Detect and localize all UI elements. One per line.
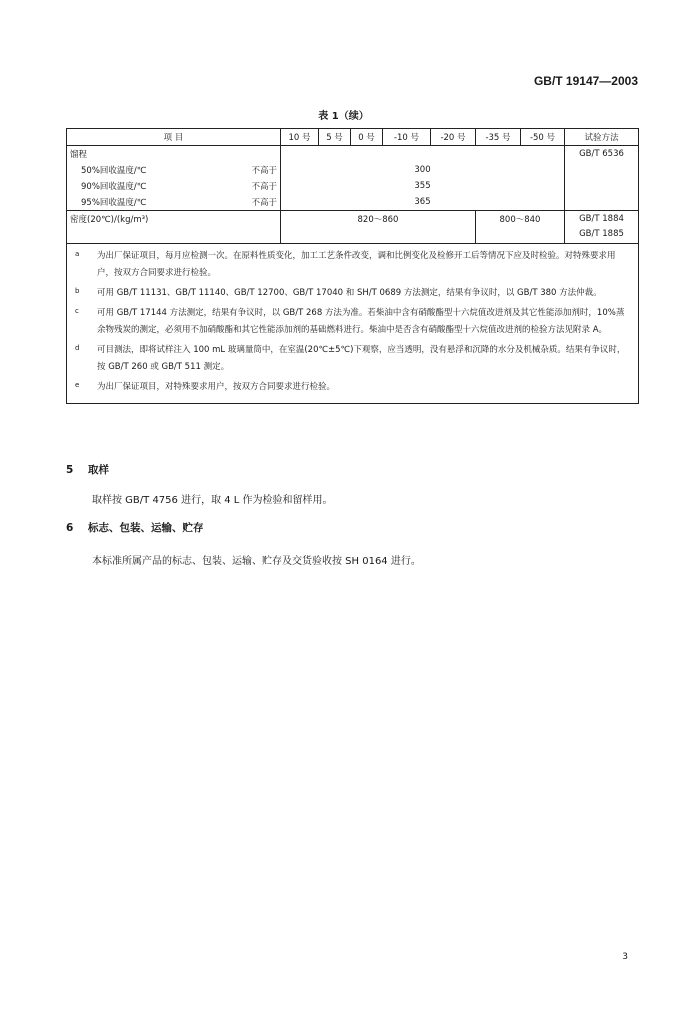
section-title: 标志、包装、运输、贮存 <box>88 522 204 534</box>
table-row <box>67 178 639 194</box>
note-text: 为出厂保证项目，每月应检测一次。在原料性质变化，加工工艺条件改变，调和比例变化及检修开工后等情况下应及时检验。对特殊要求用户，按双方合同要求进行检验。 <box>97 251 616 278</box>
header-grade-minus-35: -35 号 <box>476 129 521 146</box>
header-grade-minus-20: -20 号 <box>431 129 476 146</box>
header-grade-0: 0 号 <box>351 129 383 146</box>
note-text: 可用 GB/T 17144 方法测定，结果有争议时，以 GB/T 268 方法为准。若柴油中含有硝酸酯型十六烷值改进剂及其它性能添加剂时，10%蒸余物残炭的测定，必须用不加硝酸酯和其它性能添加剂的基础燃料进行。柴油中是否含有硝酸酯型十六烷值改进剂的检验方法见附录 A。 <box>97 308 625 335</box>
distillation-50-limit: 不高于 <box>251 166 277 176</box>
spec-table <box>66 128 639 404</box>
standard-number: GB/T 19147—2003 <box>533 74 638 88</box>
header-method: 试验方法 <box>565 129 639 146</box>
distillation-50-value: 300 <box>281 162 565 178</box>
density-label: 密度(20℃)/(kg/m³) <box>67 211 281 244</box>
distillation-50-label: 50%回收温度/℃ <box>81 166 147 176</box>
note-marker: b <box>75 287 80 295</box>
table-note <box>75 285 632 302</box>
distillation-90-label: 90%回收温度/℃ <box>81 182 147 192</box>
table-row <box>67 194 639 211</box>
note-marker: c <box>75 307 79 315</box>
density-method-1: GB/T 1884 <box>579 214 624 224</box>
header-item: 项 目 <box>67 129 281 146</box>
section-body: 本标准所属产品的标志、包装、运输、贮存及交货验收按 SH 0164 进行。 <box>92 556 421 567</box>
header-grade-minus-50: -50 号 <box>521 129 565 146</box>
note-text: 为出厂保证项目，对特殊要求用户，按双方合同要求进行检验。 <box>97 382 336 392</box>
section-heading <box>66 520 204 535</box>
distillation-label: 馏程 <box>67 146 281 163</box>
table-row <box>67 211 639 244</box>
table-caption: 表 1（续） <box>318 111 369 122</box>
distillation-90-value: 355 <box>281 178 565 194</box>
table-note <box>75 248 632 282</box>
table-note <box>75 342 632 376</box>
table-note <box>75 305 632 339</box>
distillation-95-limit: 不高于 <box>251 198 277 208</box>
note-marker: d <box>75 344 80 352</box>
section-body: 取样按 GB/T 4756 进行，取 4 L 作为检验和留样用。 <box>92 495 333 506</box>
distillation-90-limit: 不高于 <box>251 182 277 192</box>
table-header-row <box>67 129 639 146</box>
header-grade-minus-10: -10 号 <box>383 129 431 146</box>
section-number: 6 <box>66 522 74 534</box>
section-number: 5 <box>66 464 74 476</box>
section-title: 取样 <box>88 464 109 476</box>
header-grade-5: 5 号 <box>319 129 351 146</box>
note-marker: e <box>75 381 80 389</box>
distillation-95-value: 365 <box>281 194 565 211</box>
density-value-group-b: 800～840 <box>476 211 565 244</box>
section-heading <box>66 462 109 477</box>
note-text: 可目测法，即将试样注入 100 mL 玻璃量筒中，在室温(20℃±5℃)下观察，应当透明，没有悬浮和沉降的水分及机械杂质。结果有争议时，按 GB/T 260 或 GB/T 511 测定。 <box>97 345 626 372</box>
table-row <box>67 162 639 178</box>
density-value-group-a: 820～860 <box>281 211 476 244</box>
header-grade-10: 10 号 <box>281 129 319 146</box>
note-marker: a <box>75 250 80 258</box>
table-note <box>75 379 632 396</box>
table-row <box>67 146 639 163</box>
note-text: 可用 GB/T 11131、GB/T 11140、GB/T 12700、GB/T 17040 和 SH/T 0689 方法测定，结果有争议时，以 GB/T 380 方法仲裁。 <box>97 288 602 298</box>
table-notes-row <box>67 244 639 404</box>
distillation-method: GB/T 6536 <box>565 146 639 163</box>
page-number: 3 <box>622 952 628 962</box>
density-method-2: GB/T 1885 <box>579 229 624 239</box>
distillation-95-label: 95%回收温度/℃ <box>81 198 147 208</box>
